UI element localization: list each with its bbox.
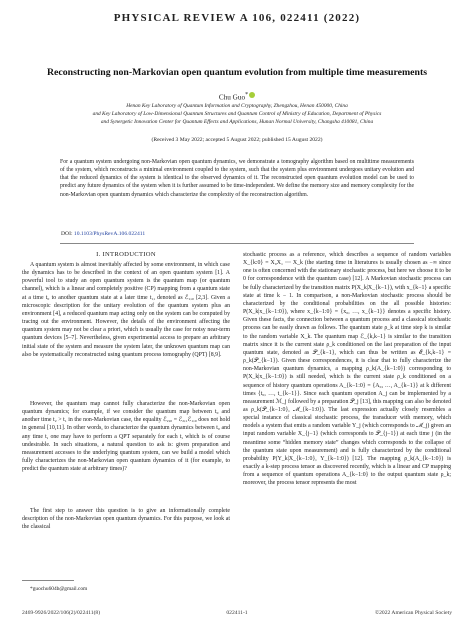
left-column-bottom — [22, 507, 230, 531]
affiliation-line: and Key Laboratory of Low-Dimensional Quantum Structures and Quantum Control of Ministry of Education, Department of Physics — [92, 111, 382, 118]
doi-link[interactable]: 10.1103/PhysRevA.106.022411 — [73, 231, 146, 237]
author-footnote-mark: * — [245, 92, 249, 98]
paragraph: The first step to answer this question is to give an informationally complete description of the non-Markovian open quantum dynamics. For this purpose, we look at the classical — [22, 508, 230, 531]
footer-page-number: 022411-1 — [226, 610, 248, 616]
received-dates: (Received 3 May 2022; accepted 5 August 2022; published 15 August 2022) — [151, 137, 323, 143]
paragraph: However, the quantum map cannot fully characterize the non-Markovian open quantum dynamics; for example, if we consider the quantum map between t₀ and another time t₂ > t₁ in the non-Markovian case, the equality ℰ₂,₀ = ℰ₂,₁ℰ₁,₀ does not hold in general [10,11]. In other words, to characterize the quantum dynamics between t₀ and any time t, one may have to perform a QPT separately for each t, which is of course undesirable. In such situations, a natural question to ask is: given preparation and measurement accesses to the underlying quantum system, can we build a model which fully characterizes the non-Markovian open quantum dynamics of it (for example, to predict the quantum state at arbitrary times)? — [22, 401, 230, 473]
paragraph: A quantum system is almost inevitably affected by some environment, in which case the dynamics has to be described in the context of an open quantum system [1]. A powerful tool to study an open quantum system is the quantum map (or quantum channel), which is a linear and completely positive (CP) mapping from a quantum state at a time t₀ to another quantum state at a later time t₁, denoted as ℰ₁,₀ [2,3]. Given a microscopic description for the unitary evolution of the quantum system plus an environment [4], a reduced quantum map acting only on the system can be computed by tracing out the environment. However, the details of the environment affecting the quantum system may not be clear a priori, which is usually the case for noisy near-term quantum devices [5–7]. Nevertheless, given experimental access to prepare an arbitrary initial state of the system and measure the system later, the unknown quantum map can also be systematically reconstructed using quantum process tomography (QPT) [8,9]. — [22, 262, 230, 358]
section-heading: I. INTRODUCTION — [96, 251, 156, 258]
affiliation-line: and Synergetic Innovation Center for Quantum Effects and Applications, Hunan Normal University, Changsha 410081, China — [100, 119, 374, 126]
left-column-middle — [22, 400, 230, 473]
right-column — [243, 251, 451, 488]
abstract: For a quantum system undergoing non-Markovian open quantum dynamics, we demonstrate a tomography algorithm based on multitime measurements of the system, which reconstructs a minimal environment coupled to the system, such that the system plus environment undergoes unitary evolution and that the reduced dynamics of the system is identical to the observed dynamics of it. The reconstructed open quantum evolution model can be used to predict any future dynamics of the system when it is further assumed to be time-independent. We define the memory size and memory complexity for the non-Markovian open quantum dynamics which characterize the complexity of the reconstruction algorithm. — [60, 159, 414, 198]
doi-label: DOI: — [61, 231, 73, 237]
footnote-divider — [22, 580, 74, 581]
orcid-icon[interactable] — [249, 92, 255, 98]
affiliations — [22, 102, 452, 127]
paragraph: stochastic process as a reference, which describes a sequence of random variables X_{k:0} = X₀X₁ ⋯ X_k (the starting time in literatures is usually chosen as −∞ since one is often concerned with the stationary stochastic process, but here we choose it to be 0 for correspondence with the quantum case) [12]. A Markovian stochastic process can be fully characterized by the transition matrix P(X_k|X_{k−1}), with x_{k−1} a specific state at time k − 1. In comparison, a non-Markovian stochastic process should be characterized by the conditional probabilities on the all possible histories: P(X_k|x_{k−1:0}), where x_{k−1:0} = {x₀, …, x_{k−1}} denotes a specific history. Given these facts, the connection between a quantum process and a classical stochastic process can be easily drawn as follows. The quantum state ρ_k at time step k is similar to the random variable X_k. The quantum map ℰ_{k,k−1} is similar to the transition matrix since it is the current state ρ_k conditioned on the last preparation of the input quantum state, denoted as 𝒫_{k−1}, which can thus be written as ℰ_{k,k−1} = ρ_k(𝒫_{k−1}). Given these correspondences, it is clear that to fully characterize the non-Markovian quantum dynamics, a mapping ρ_k(A_{k−1:0}) corresponding to P(X_k|x_{k−1:0}) is still needed, which is the current state ρ_k conditioned on a sequence of history quantum operations A_{k−1:0} = {A₀, …, A_{k−1}} at k different times {t₀, …, t_{k−1}}. Since each quantum operation A_j can be implemented by a measurement ℳ_j followed by a preparation 𝒫_j [13], this mapping can also be denoted as ρ_k(𝒫_{k−1:0}, ℳ_{k−1:0}). The last expression actually closely resembles a special instance of classical stochastic process, the transducer with memory, which models a system that emits a random variable Y_j (which corresponds to ℳ_j) given an input random variable X_{j−1} (which corresponds to 𝒫_{j−1}) at each time j (in the meantime some “hidden memory state” changes which corresponds to the collapse of the quantum state upon measurement) and is fully characterized by the conditional probability P(Y_k|X_{k−1:0}, Y_{k−1:0}) [12]. The mapping ρ_k(A_{k−1:0}) is exactly a k-step process tensor as discovered recently, which is a linear and CP mapping from a sequence of quantum operations A_{k−1:0} to the output quantum state ρ_k; moreover, the process tensor represents the most — [243, 252, 451, 487]
left-column-top — [22, 261, 230, 359]
affiliation-line: Henan Key Laboratory of Quantum Information and Cryptography, Zhengzhou, Henan 450000, China — [126, 103, 348, 109]
doi-line — [61, 231, 145, 237]
article-title: Reconstructing non-Markovian open quantum evolution from multiple time measurements — [46, 67, 428, 78]
footer-issn: 2469-9926/2022/106(2)/022411(8) — [22, 610, 101, 616]
author-line — [0, 92, 474, 101]
journal-header: PHYSICAL REVIEW A 106, 022411 (2022) — [113, 12, 361, 24]
author-name: Chu Guo — [218, 93, 246, 102]
footnote-email: *guochu604b@gmail.com — [30, 586, 88, 592]
footer-copyright: ©2022 American Physical Society — [374, 610, 452, 616]
abstract-divider — [60, 243, 414, 244]
